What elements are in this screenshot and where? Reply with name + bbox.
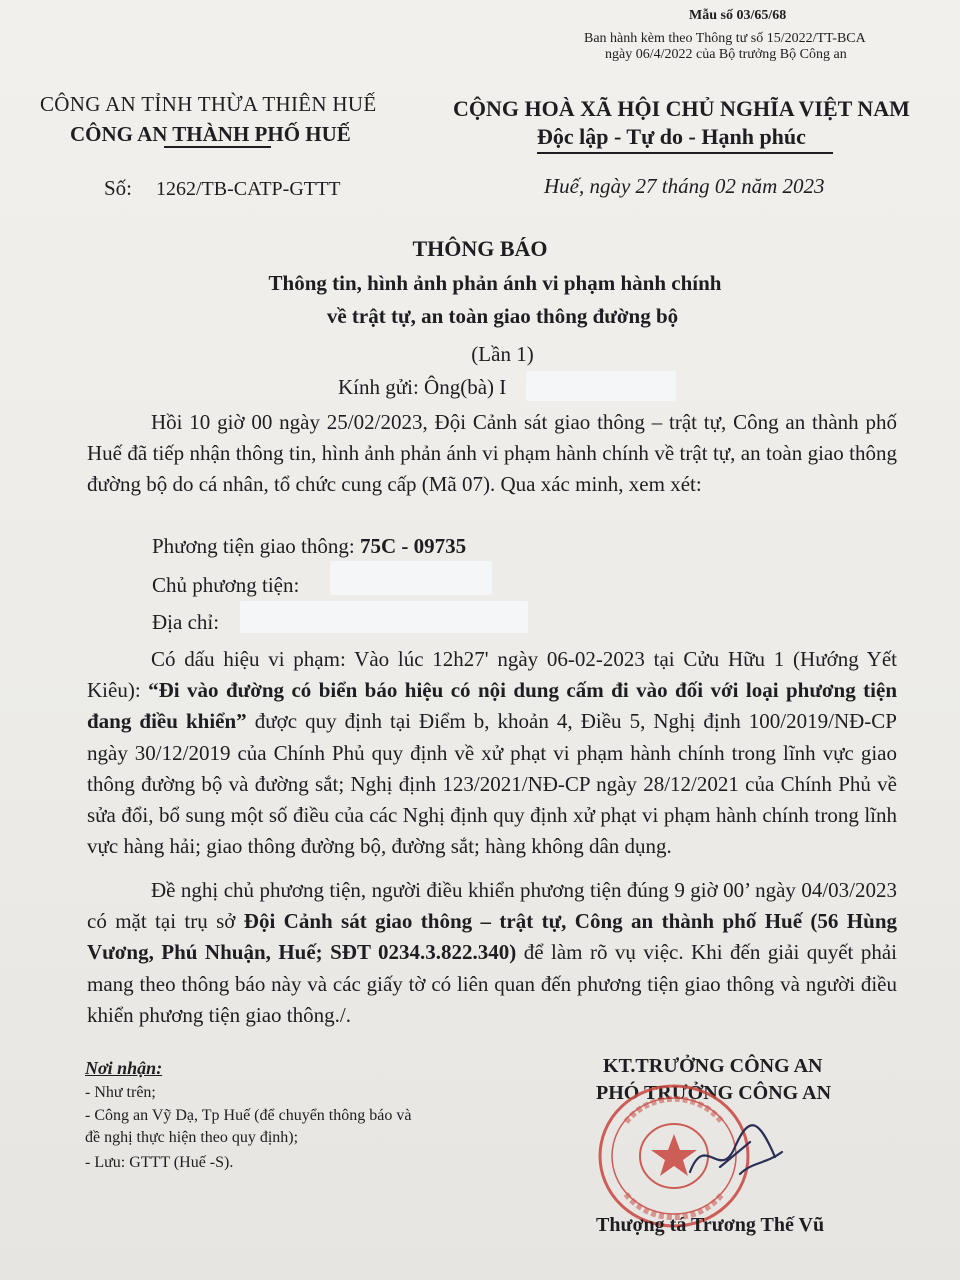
request-location: Đội Cảnh sát giao thông – trật tự, Công an thành phố Huế (56 Hùng Vương, Phú Nhuận, Huế; SĐT 0234.3.822.340) xyxy=(87,909,897,965)
violation-description: “Đi vào đường có biển báo hiệu có nội dung cấm đi vào đối với loại phương tiện đang điều khiển” xyxy=(87,678,897,734)
request-intro: Đề nghị chủ phương tiện, người điều khiển phương tiện đúng 9 giờ 00’ ngày 04/03/2023 có mặt tại trụ sở xyxy=(87,878,897,934)
agency-underline xyxy=(164,146,271,148)
recipient-item: - Như trên; xyxy=(85,1084,156,1101)
recipient-label: Kính gửi: Ông(bà) I xyxy=(338,375,507,399)
nation-motto: Độc lập - Tự do - Hạnh phúc xyxy=(537,124,806,149)
paragraph-violation xyxy=(87,644,897,862)
form-note-line2: ngày 06/4/2022 của Bộ trưởng Bộ Công an xyxy=(605,47,847,62)
form-note-line1: Ban hành kèm theo Thông tư số 15/2022/TT-BCA xyxy=(584,31,866,46)
form-code: Mẫu số 03/65/68 xyxy=(689,8,787,23)
doc-title: THÔNG BÁO xyxy=(412,236,548,261)
doc-round: (Lần 1) xyxy=(471,342,534,366)
paragraph-intro: Hồi 10 giờ 00 ngày 25/02/2023, Đội Cảnh sát giao thông – trật tự, Công an thành phố Huế đã tiếp nhận thông tin, hình ảnh phản ánh vi phạm hành chính về trật tự, an toàn giao thông đường bộ do cá nhân, tổ chức cung cấp (Mã 07). Qua xác minh, xem xét: xyxy=(87,410,897,497)
owner-redaction xyxy=(330,561,492,595)
doc-number-value: 1262/TB-CATP-GTTT xyxy=(156,178,341,200)
owner-label: Chủ phương tiện: xyxy=(152,573,300,597)
signature-title: PHÓ TRƯỞNG CÔNG AN xyxy=(596,1082,832,1104)
signature-authority: KT.TRƯỞNG CÔNG AN xyxy=(603,1055,823,1077)
recipient-name-redaction xyxy=(526,371,676,401)
paragraph-request xyxy=(87,875,897,1031)
violation-intro: Có dấu hiệu vi phạm: Vào lúc 12h27' ngày 06-02-2023 tại Cửu Hữu 1 (Hướng Yết Kiêu): xyxy=(87,647,897,703)
doc-number-label: Số: xyxy=(104,176,133,200)
address-redaction xyxy=(240,601,528,633)
recipient-item: đề nghị thực hiện theo quy định); xyxy=(85,1129,299,1146)
parent-agency: CÔNG AN TỈNH THỪA THIÊN HUẾ xyxy=(40,92,377,116)
recipient-item: - Công an Vỹ Dạ, Tp Huế (để chuyển thông báo và xyxy=(85,1107,412,1124)
recipients-title: Nơi nhận: xyxy=(85,1058,163,1078)
handwritten-signature-icon xyxy=(680,1112,790,1192)
violation-legal-basis: được quy định tại Điểm b, khoản 4, Điều 5, Nghị định 100/2019/NĐ-CP ngày 30/12/2019 của Chính Phủ quy định về xử phạt vi phạm hành chính trong lĩnh vực giao thông đường bộ và đường sắt; Nghị định 123/2021/NĐ-CP ngày 28/12/2021 của Chính Phủ về sửa đổi, bổ sung một số điều của các Nghị định quy định xử phạt vi phạm hành chính trong lĩnh vực hàng hải; giao thông đường bộ, đường sắt; hàng không dân dụng. xyxy=(87,709,897,859)
vehicle-line xyxy=(152,534,466,559)
motto-underline xyxy=(537,152,833,154)
request-instructions: để làm rõ vụ việc. Khi đến giải quyết phải mang theo thông báo này và các giấy tờ có liên quan đến phương tiện giao thông và người điều khiển phương tiện giao thông./. xyxy=(87,940,897,1027)
nation-name: CỘNG HOÀ XÃ HỘI CHỦ NGHĨA VIỆT NAM xyxy=(453,96,910,121)
recipient-item: - Lưu: GTTT (Huế -S). xyxy=(85,1154,234,1171)
doc-subtitle-1: Thông tin, hình ảnh phản ánh vi phạm hành chính xyxy=(268,271,722,295)
address-label: Địa chỉ: xyxy=(152,610,220,634)
place-date: Huế, ngày 27 tháng 02 năm 2023 xyxy=(544,174,825,198)
vehicle-label: Phương tiện giao thông: xyxy=(152,534,360,558)
vehicle-plate: 75C - 09735 xyxy=(359,534,467,558)
doc-subtitle-2: về trật tự, an toàn giao thông đường bộ xyxy=(326,304,679,328)
issuing-agency: CÔNG AN THÀNH PHỐ HUẾ xyxy=(70,122,351,146)
signer-name: Thượng tá Trương Thế Vũ xyxy=(596,1214,825,1236)
